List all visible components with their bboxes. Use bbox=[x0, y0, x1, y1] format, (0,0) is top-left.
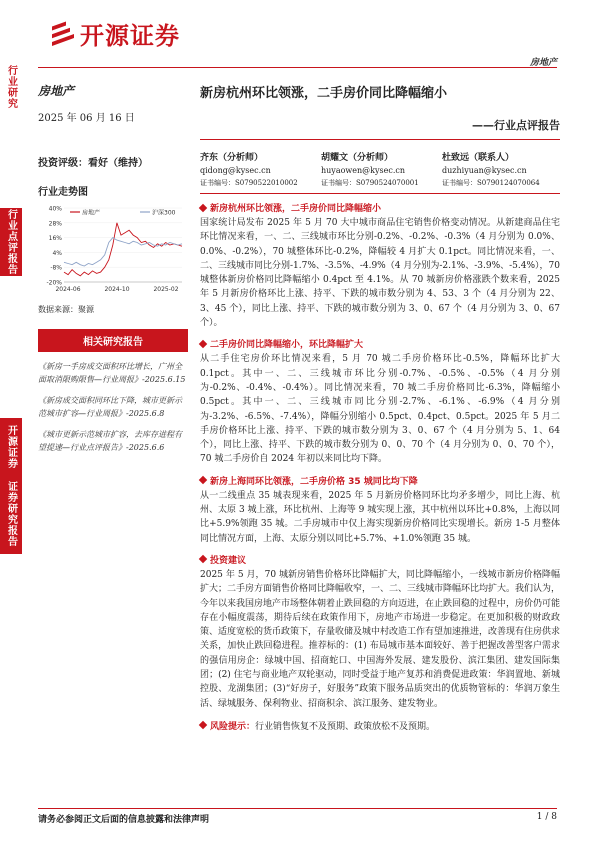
section-heading: 投资建议 bbox=[210, 555, 247, 566]
analyst-divider bbox=[200, 193, 560, 194]
x-tick-label: 2024-06 bbox=[55, 286, 81, 293]
analyst-email[interactable]: huyaowen@kysec.cn bbox=[321, 166, 406, 175]
trend-chart-title: 行业走势图 bbox=[38, 187, 88, 198]
x-tick-label: 2024-10 bbox=[104, 286, 130, 293]
analyst-name: 杜致远（联系人） bbox=[442, 153, 515, 163]
section-body: 从一二线重点 35 城表现来看，2025 年 5 月新房价格同环比均矛多增少，同比上海、杭州、太原 3 城上涨，环比杭州、上海等 9 城实现上涨，其中杭州以环比+0.8%，上海以同比+5.9%领跑 35 城。二手房城市中仅上海实现新房价格同比实现增长。新房 1-5 月整体同比情况方面，上海、太原分别以同比+5.7%、+1.0%领跑 35 城。 bbox=[200, 490, 560, 544]
legend-label: 房地产 bbox=[82, 209, 101, 217]
trend-chart-svg bbox=[38, 204, 186, 296]
analyst-email[interactable]: qidong@kysec.cn bbox=[200, 166, 271, 175]
brand-logo bbox=[52, 18, 180, 48]
y-tick-label: 16% bbox=[48, 235, 62, 243]
analyst-cert: 证书编号：S0790522010002 bbox=[200, 179, 298, 187]
section-body: 从二手住宅房价环比情况来看，5 月 70 城二手房价格环比-0.5%，降幅环比扩大 0.1pct。其中一、二、三线城市环比分别-0.7%、-0.5%、-0.5%（4 月分别为-0.2%、-0.4%、-0.4%）。同比情况来看，70 城二手房价格同比-6.3%，降幅缩小 0.5pct。其中一、二、三线城市同比分别-2.7%、-6.1%、-6.9%（4 月分别为-3.2%、-6.5%、-7.4%），降幅分别缩小 0.5pct、0.4pct、0.5pct。2025 年 5 月二手房价格环比上涨、持平、下跌的城市数分别为 3、0、67 个（4 月分别为 5、1、64 个），同比上涨、持平、下跌的城市数分别为 0、0、70 个（4 月分别为 0、0、70 个），70 城二手房价自 2024 年初以来同比均下降。 bbox=[200, 354, 560, 465]
y-tick-label: 28% bbox=[48, 220, 62, 228]
section-second-hand bbox=[200, 337, 560, 466]
diamond-bullet-icon bbox=[199, 340, 207, 348]
report-subtitle: ——行业点评报告 bbox=[472, 119, 560, 132]
related-report-item[interactable]: 《城市更新示范城市扩容，去库存进程有望提速—行业点评报告》-2025.6.6 bbox=[38, 430, 182, 452]
section-new-home bbox=[200, 201, 560, 330]
analyst-card bbox=[442, 150, 560, 188]
diamond-bullet-icon bbox=[199, 721, 207, 729]
brand-name: 开源证券 bbox=[80, 21, 180, 50]
section-heading: 新房杭州环比领涨，二手房价同比降幅缩小 bbox=[210, 204, 382, 214]
analyst-card bbox=[321, 150, 439, 188]
diamond-bullet-icon bbox=[199, 476, 207, 484]
analyst-card bbox=[200, 150, 318, 188]
sector-name: 房地产 bbox=[38, 84, 75, 98]
diamond-bullet-icon bbox=[199, 555, 207, 563]
y-tick-label: 4% bbox=[52, 249, 62, 257]
left-column bbox=[38, 82, 188, 454]
section-35-cities bbox=[200, 474, 560, 546]
logo-mark-icon bbox=[52, 20, 74, 46]
y-tick-label: -20% bbox=[46, 279, 62, 287]
related-reports-title: 相关研究报告 bbox=[38, 329, 188, 352]
header-divider bbox=[38, 67, 557, 68]
footer-divider bbox=[38, 808, 557, 809]
diamond-bullet-icon bbox=[199, 203, 207, 211]
section-investment bbox=[200, 553, 560, 711]
report-title: 新房杭州环比领涨，二手房价同比降幅缩小 bbox=[200, 86, 448, 101]
section-body: 2025 年 5 月，70 城新房销售价格环比降幅扩大，同比降幅缩小，一线城市新房价格降幅扩大；二手房方面销售价格同比降幅收窄，一、二、三线城市降幅环比均扩大。我们认为，今年以来我国房地产市场整体朝着止跌回稳的方向迈进，在止跌回稳的过程中，房价仍可能存在小幅度震荡，期待后续在政策作用下，房地产市场进一步稳定。在更加积极的财政政策、适度宽松的货币政策下，存量收储及城中村改造工作有望加速推进，改善现有住房供求关系，加快止跌回稳进程。推荐标的：(1) 布局城市基本面较好、善于把握改善型客户需求的强信用房企：绿城中国、招商蛇口、中国海外发展、建发股份、滨江集团、建发国际集团；(2) 住宅与商业地产双轮驱动，同时受益于地产复苏和消费促进政策：华润置地、新城控股、龙湖集团；(3)“好房子，好服务”政策下服务品质突出的优质物管标的：华润万象生活、绿城服务、保利物业、招商积余、滨江服务、建发物业。 bbox=[200, 569, 561, 709]
series-line-1 bbox=[64, 238, 182, 266]
header-sector-label: 房地产 bbox=[529, 58, 557, 68]
y-tick-label: 40% bbox=[48, 205, 62, 213]
series-line-0 bbox=[64, 223, 182, 276]
risk-label: 风险提示： bbox=[210, 721, 256, 732]
data-source: 数据来源：聚源 bbox=[38, 305, 94, 314]
risk-text: 行业销售恢复不及预期、政策放松不及预期。 bbox=[255, 721, 436, 732]
footer-disclaimer: 请务必参阅正文后面的信息披露和法律声明 bbox=[38, 815, 210, 825]
related-report-item[interactable]: 《新房成交面积同环比下降，城市更新示范城市扩容—行业周报》-2025.6.8 bbox=[38, 396, 182, 418]
page-number: 1 / 8 bbox=[536, 812, 557, 822]
main-column bbox=[200, 82, 560, 732]
related-report-item[interactable]: 《新房一手房成交面积环比增长，广州全面取消限购限售—行业周报》-2025.6.15 bbox=[38, 362, 186, 384]
section-heading: 二手房价同比降幅缩小，环比降幅扩大 bbox=[210, 340, 364, 351]
report-date: 2025 年 06 月 16 日 bbox=[38, 113, 135, 124]
section-body: 国家统计局发布 2025 年 5 月 70 大中城市商品住宅销售价格变动情况。从新建商品住宅环比情况来看，一、二、三线城市环比分别-0.2%、-0.2%、-0.3%（4 月分别为 0.0%、0.0%、-0.2%），70 城整体环比-0.2%，降幅较 4 月扩大 0.1pct。同比情况来看，一、二、三线城市同比分别-1.7%、-3.5%、-4.9%（4 月分别为-2.1%、-3.9%、-5.4%），70 城整体新房价格同比降幅缩小 0.4pct 至 4.1%。从 70 城新房价格涨跌个数来看，2025 年 5 月新房价格环比上涨、持平、下跌的城市数分别为 4、53、3 个（4 月分别为 22、3、45 个），同比上涨、持平、下跌的城市数分别为 3、0、67 个（4 月分别为 3、0、67 个）。 bbox=[200, 218, 560, 329]
analyst-block bbox=[200, 150, 560, 188]
side-tab-industry-research: 行业研究 bbox=[0, 60, 22, 114]
analyst-cert: 证书编号：S0790124070064 bbox=[442, 179, 540, 187]
side-tab-securities-report: 开源证券 证券研究报告 bbox=[0, 418, 22, 554]
section-heading: 新房上海同环比领涨，二手房价格 35 城同比均下降 bbox=[210, 476, 418, 487]
investment-rating: 投资评级：看好（维持） bbox=[38, 158, 148, 169]
y-tick-label: -8% bbox=[50, 264, 62, 272]
analyst-email[interactable]: duzhiyuan@kysec.cn bbox=[442, 166, 527, 175]
trend-chart bbox=[38, 204, 186, 296]
x-tick-label: 2025-02 bbox=[153, 286, 179, 293]
analyst-name: 齐东（分析师） bbox=[200, 153, 264, 163]
analyst-name: 胡耀文（分析师） bbox=[321, 153, 394, 163]
subtitle-divider bbox=[200, 139, 560, 140]
side-tab-report-type: 行业点评报告 bbox=[0, 208, 22, 276]
analyst-cert: 证书编号：S0790524070001 bbox=[321, 179, 419, 187]
risk-note bbox=[200, 719, 560, 732]
legend-label: 沪深300 bbox=[152, 209, 176, 217]
